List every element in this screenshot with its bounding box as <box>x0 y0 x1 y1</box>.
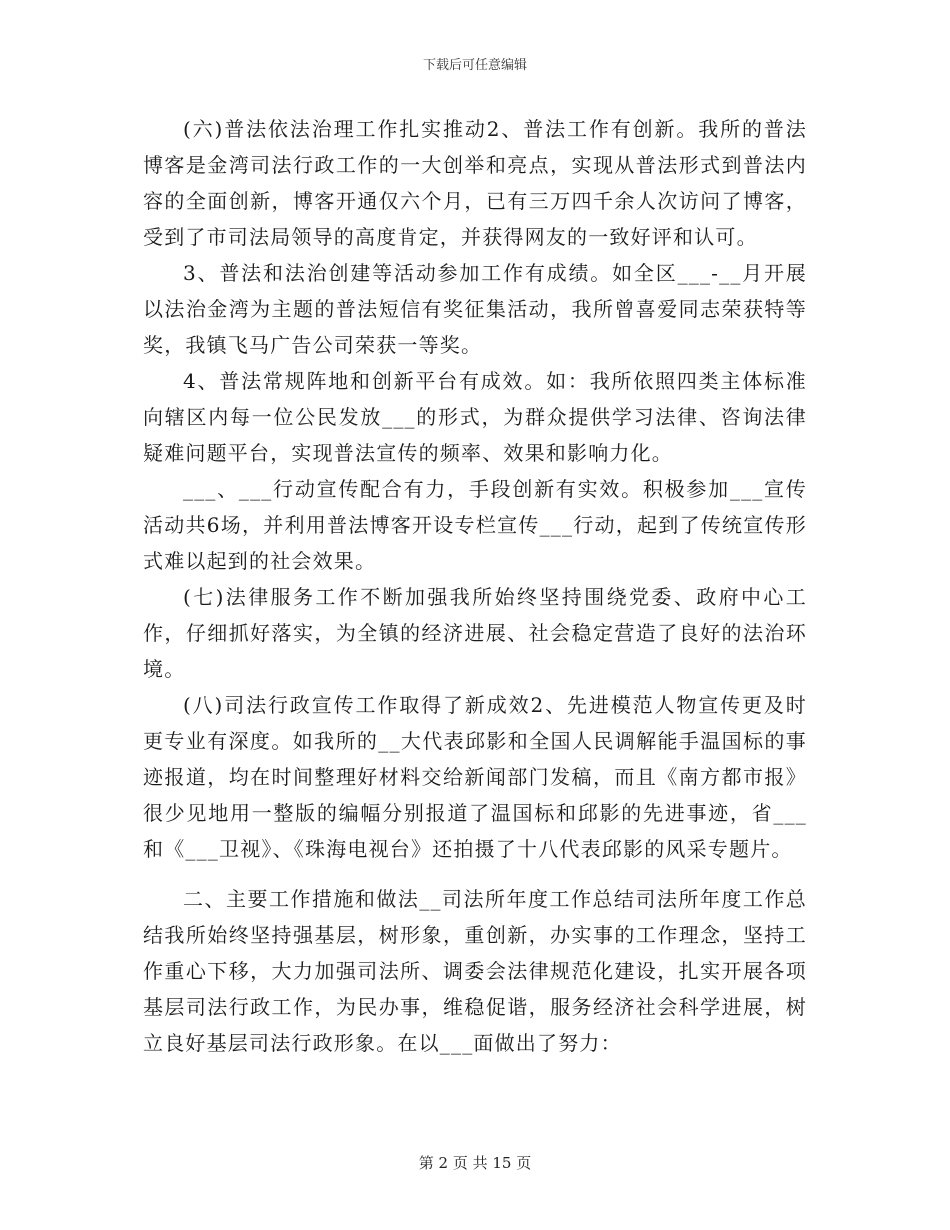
paragraph: (八)司法行政宣传工作取得了新成效2、先进模范人物宣传更及时更专业有深度。如我所的__大代表邱影和全国人民调解能手温国标的事迹报道，均在时间整理好材料交给新闻部门发稿，而且《南方都市报》很少见地用一整版的编幅分别报道了温国标和邱影的先进事迹，省___和《___卫视》、《珠海电视台》还拍摄了十八代表邱影的风采专题片。 <box>143 693 807 861</box>
page-footer: 第 2 页 共 15 页 <box>418 1154 532 1172</box>
paragraph: (六)普法依法治理工作扎实推动2、普法工作有创新。我所的普法博客是金湾司法行政工作的一大创举和亮点，实现从普法形式到普法内容的全面创新，博客开通仅六个月，已有三万四千余人次访问了博客，受到了市司法局领导的高度肯定，并获得网友的一致好评和认可。 <box>143 117 807 249</box>
paragraph: 二、主要工作措施和做法__司法所年度工作总结司法所年度工作总结我所始终坚持强基层，树形象，重创新，办实事的工作理念，坚持工作重心下移，大力加强司法所、调委会法律规范化建设，扎实开展各项基层司法行政工作，为民办事，维稳促谐，服务经济社会科学进展，树立良好基层司法行政形象。在以___面做出了努力： <box>143 887 807 1055</box>
paragraph: ___、___行动宣传配合有力，手段创新有实效。积极参加___宣传活动共6场，并利用普法博客开设专栏宣传___行动，起到了传统宣传形式难以起到的社会效果。 <box>143 477 807 573</box>
paragraph: (七)法律服务工作不断加强我所始终坚持围绕党委、政府中心工作，仔细抓好落实，为全镇的经济进展、社会稳定营造了良好的法治环境。 <box>143 585 807 681</box>
paragraph: 3、普法和法治创建等活动参加工作有成绩。如全区___-__月开展以法治金湾为主题的普法短信有奖征集活动，我所曾喜爱同志荣获特等奖，我镇飞马广告公司荣获一等奖。 <box>143 261 807 357</box>
page-header: 下载后可任意编辑 <box>422 58 527 73</box>
paragraph: 4、普法常规阵地和创新平台有成效。如：我所依照四类主体标准向辖区内每一位公民发放___的形式，为群众提供学习法律、咨询法律疑难问题平台，实现普法宣传的频率、效果和影响力化。 <box>143 369 807 465</box>
document-body <box>143 111 807 1061</box>
